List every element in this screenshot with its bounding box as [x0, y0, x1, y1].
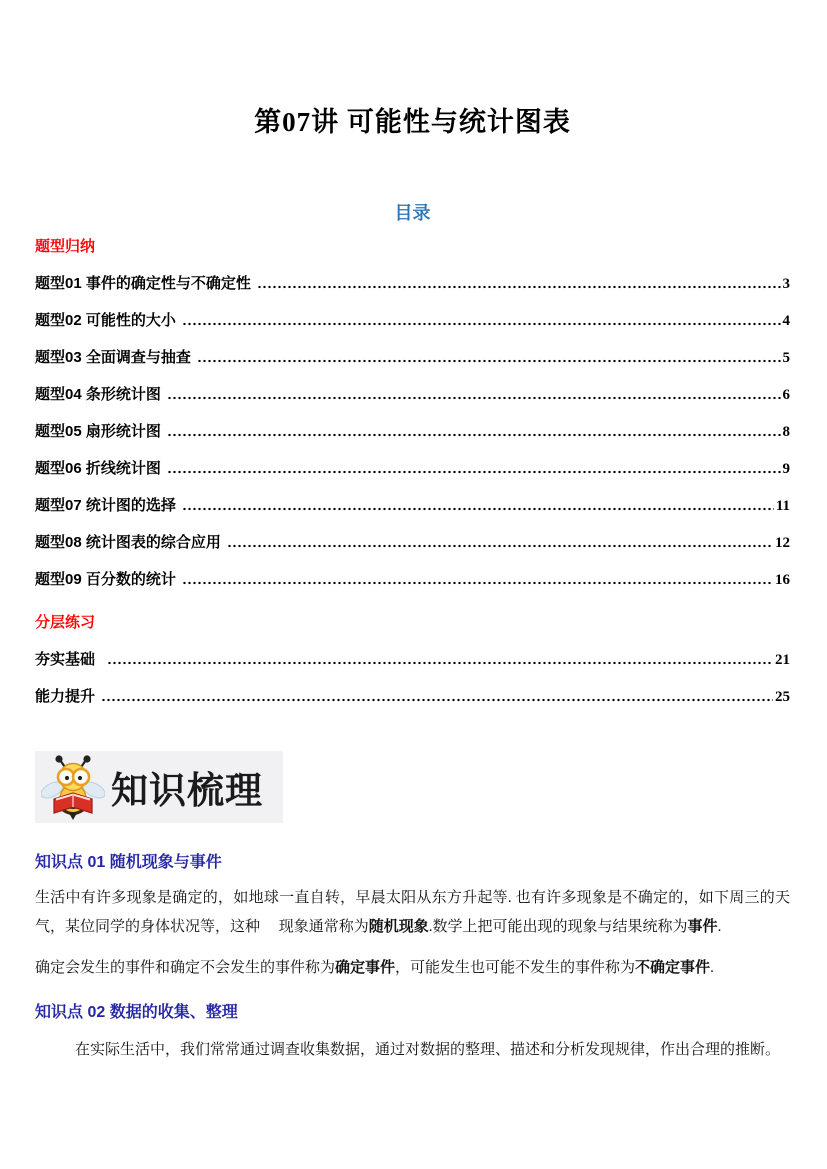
toc-item-page: 5	[782, 350, 790, 366]
toc-leader-dots	[182, 322, 781, 326]
toc-leader-dots	[182, 581, 773, 585]
toc-item[interactable]	[35, 380, 790, 404]
toc-item[interactable]	[35, 528, 790, 552]
toc-leader-dots	[101, 698, 773, 702]
toc-item[interactable]	[35, 491, 790, 515]
knowledge-point-1-paragraph-2: 确定会发生的事件和确定不会发生的事件称为确定事件，可能发生也可能不发生的事件称为不确定事件.	[35, 960, 714, 976]
toc-item[interactable]	[35, 454, 790, 478]
toc-item[interactable]	[35, 682, 790, 706]
toc-item-label: 题型06 折线统计图	[35, 460, 161, 477]
toc-leader-dots	[257, 285, 781, 289]
toc-item-label: 题型09 百分数的统计	[35, 571, 176, 588]
toc-item-label: 题型05 扇形统计图	[35, 423, 161, 440]
toc-practice-list	[35, 645, 790, 706]
knowledge-banner	[35, 751, 283, 823]
toc-item[interactable]	[35, 306, 790, 330]
toc-leader-dots	[167, 470, 781, 474]
toc-title: 目录	[394, 203, 431, 223]
toc-item[interactable]	[35, 417, 790, 441]
toc-item-label: 夯实基础	[35, 651, 96, 668]
page-title: 第07讲 可能性与统计图表	[254, 107, 571, 137]
toc-item-label: 题型08 统计图表的综合应用	[35, 534, 221, 551]
knowledge-banner-label: 知识梳理	[111, 770, 263, 811]
toc-item[interactable]	[35, 269, 790, 293]
toc-item-page: 16	[775, 572, 790, 588]
toc-leader-dots	[167, 396, 781, 400]
toc-item-label: 题型01 事件的确定性与不确定性	[35, 275, 251, 292]
toc-item-page: 8	[782, 424, 790, 440]
toc-leader-dots	[107, 661, 773, 665]
toc-section-practice: 分层练习	[35, 614, 96, 631]
toc-item-page: 4	[782, 313, 790, 329]
bee-reading-book-icon	[41, 754, 105, 820]
toc-list	[35, 269, 790, 589]
toc-leader-dots	[227, 544, 773, 548]
toc-item[interactable]	[35, 343, 790, 367]
knowledge-point-1-paragraph-1: 生活中有许多现象是确定的，如地球一直自转，早晨太阳从东方升起等. 也有许多现象是不确定的，如下周三的天气，某位同学的身体状况等，这种 现象通常称为随机现象.数学上把可能出现的现象与结果统称为事件.	[35, 890, 790, 935]
toc-item-label: 题型04 条形统计图	[35, 386, 161, 403]
toc-item-label: 题型02 可能性的大小	[35, 312, 176, 329]
toc-item-page: 9	[782, 461, 790, 477]
toc-section-topics: 题型归纳	[35, 238, 96, 255]
toc-item[interactable]	[35, 565, 790, 589]
knowledge-point-2-heading: 知识点 02 数据的收集、整理	[35, 1004, 238, 1021]
toc-item-page: 3	[782, 276, 790, 292]
toc-leader-dots	[182, 507, 774, 511]
toc-item-page: 12	[775, 535, 790, 551]
knowledge-point-1-heading: 知识点 01 随机现象与事件	[35, 854, 222, 871]
toc-item-page: 6	[782, 387, 790, 403]
toc-item-label: 能力提升	[35, 688, 96, 705]
toc-item-page: 11	[775, 498, 790, 514]
toc-item-label: 题型07 统计图的选择	[35, 497, 176, 514]
toc-leader-dots	[197, 359, 781, 363]
toc-leader-dots	[167, 433, 781, 437]
knowledge-point-2-paragraph-1: 在实际生活中，我们常常通过调查收集数据，通过对数据的整理、描述和分析发现规律，作出合理的推断。	[75, 1042, 781, 1058]
toc-item-page: 25	[775, 689, 790, 705]
toc-item-page: 21	[775, 652, 790, 668]
toc-item[interactable]	[35, 645, 790, 669]
toc-item-label: 题型03 全面调查与抽查	[35, 349, 191, 366]
